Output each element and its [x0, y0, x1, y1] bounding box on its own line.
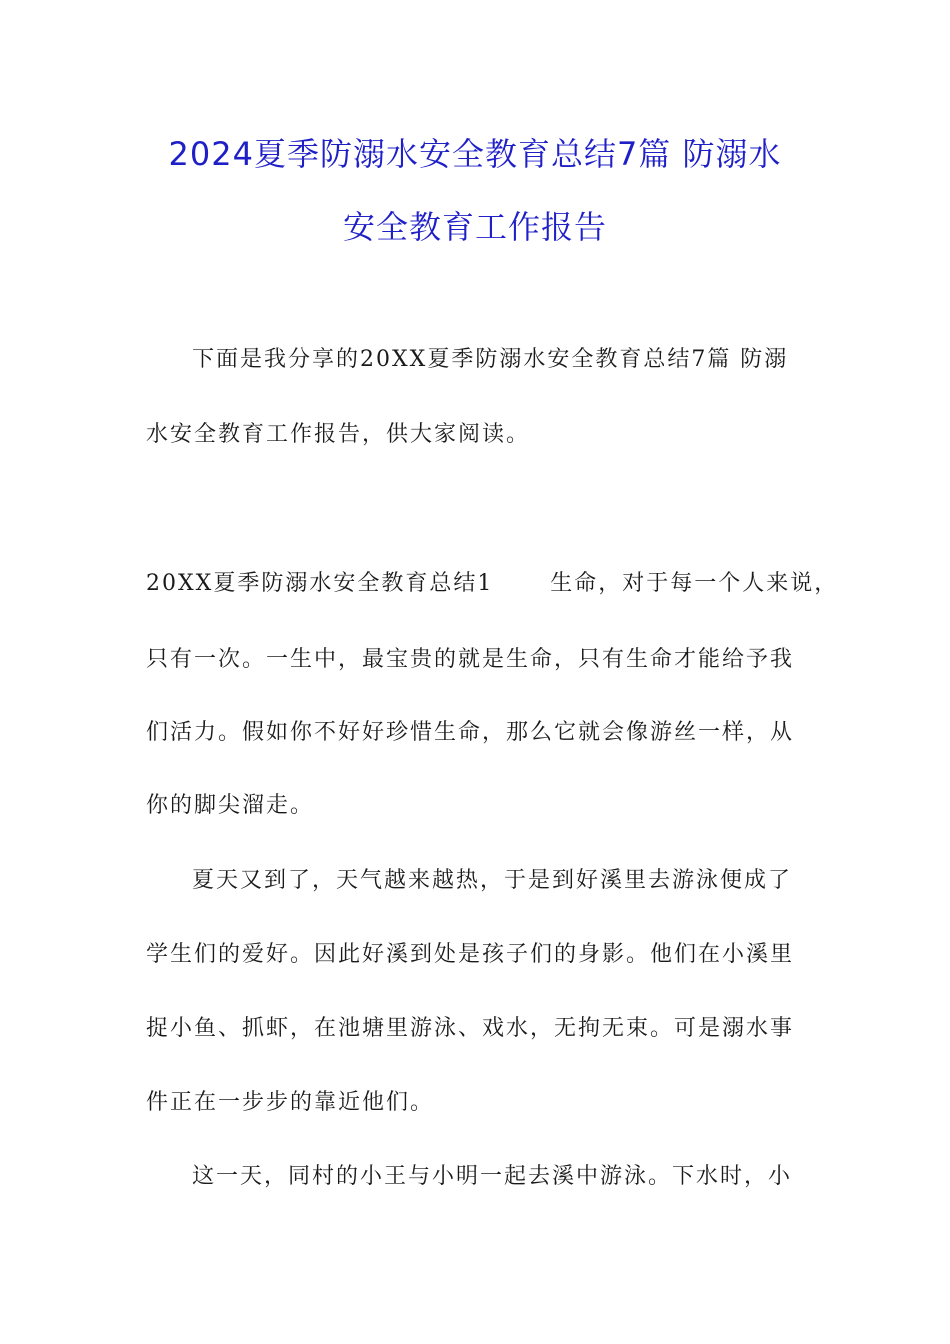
paragraph-2-line-3: 捉小鱼、抓虾，在池塘里游泳、戏水，无拘无束。可是溺水事 [146, 1016, 795, 1041]
intro-line-2: 水安全教育工作报告，供大家阅读。 [146, 422, 531, 447]
section-1-line-1: 20XX夏季防溺水安全教育总结1 生命，对于每一个人来说， [146, 571, 839, 596]
paragraph-3-line-1: 这一天，同村的小王与小明一起去溪中游泳。下水时，小 [192, 1164, 793, 1189]
section-1-line-3: 们活力。假如你不好好珍惜生命，那么它就会像游丝一样，从 [146, 720, 795, 745]
paragraph-2-line-2: 学生们的爱好。因此好溪到处是孩子们的身影。他们在小溪里 [146, 942, 795, 967]
document-title-line-2: 安全教育工作报告 [342, 208, 607, 246]
intro-line-1: 下面是我分享的20XX夏季防溺水安全教育总结7篇 防溺 [192, 347, 789, 372]
paragraph-2-line-1: 夏天又到了，天气越来越热，于是到好溪里去游泳便成了 [192, 868, 793, 893]
section-1-line-4: 你的脚尖溜走。 [146, 793, 315, 818]
section-1-line-2: 只有一次。一生中，最宝贵的就是生命，只有生命才能给予我 [146, 647, 795, 672]
paragraph-2-line-4: 件正在一步步的靠近他们。 [146, 1090, 435, 1115]
document-title-line-1: 2024夏季防溺水安全教育总结7篇 防溺水 [168, 135, 782, 173]
